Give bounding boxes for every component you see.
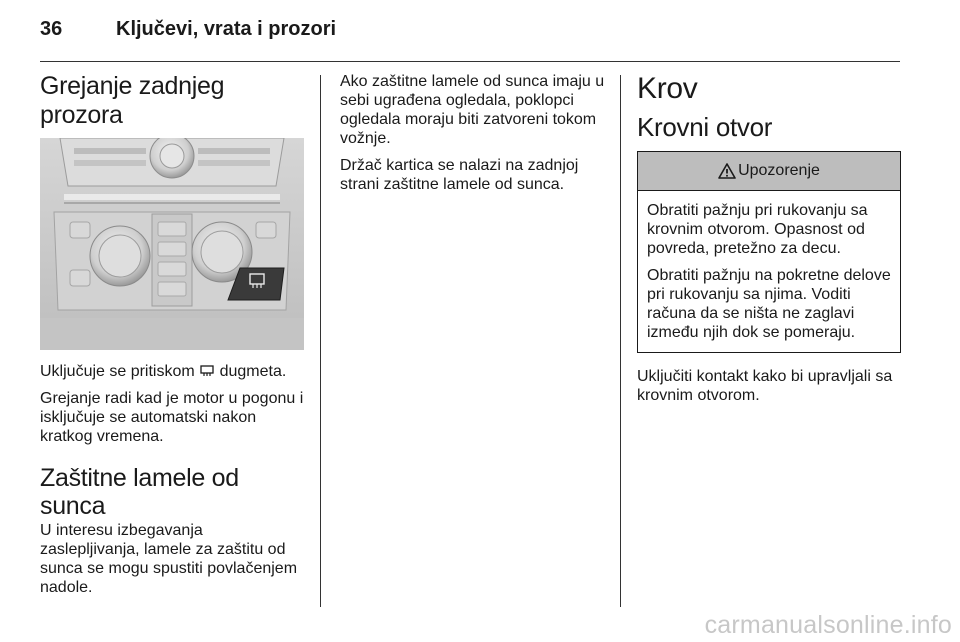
climate-panel-illustration xyxy=(40,138,304,350)
para-ignition: Uključiti kontakt kako bi upravljali sa krovnim otvorom. xyxy=(637,367,893,404)
page-number: 36 xyxy=(40,18,63,40)
heading-roof: Krov xyxy=(637,72,698,105)
column-3 xyxy=(637,72,901,413)
section-title: Ključevi, vrata i prozori xyxy=(116,18,337,40)
para-card-holder: Držač kartica se nalazi na zadnjoj strani zaštitne lamele od sunca. xyxy=(340,157,579,193)
column-1 xyxy=(40,72,304,605)
para-sun-visors: U interesu izbegavanja zaslepljivanja, lamele za zaštitu od sunca se mogu spustiti povlačenjem nadole. xyxy=(40,522,298,596)
column-divider-1 xyxy=(320,75,321,607)
page-header xyxy=(40,18,900,48)
para-heating-operation: Grejanje radi kad je motor u pogonu i isključuje se automatski nakon kratkog vremena. xyxy=(40,389,304,445)
header-rule xyxy=(40,61,900,62)
warning-para-1: Obratiti pažnju pri rukovanju sa krovnim otvorom. Opasnost od povreda, pretežno za decu. xyxy=(647,201,868,257)
warning-para-2: Obratiti pažnju na pokretne delove pri rukovanju sa njima. Voditi računa da se ništa ne zaglavi između njih dok se pomeraju. xyxy=(647,266,891,341)
column-divider-2 xyxy=(620,75,621,607)
rear-window-heater-icon xyxy=(199,365,215,377)
warning-body xyxy=(638,191,900,352)
warning-box xyxy=(637,151,901,353)
watermark: carmanualsonline.info xyxy=(704,611,952,639)
warning-title: Upozorenje xyxy=(738,161,820,179)
warning-header xyxy=(638,152,900,191)
heading-sunroof: Krovni otvor xyxy=(637,112,773,142)
column-2 xyxy=(340,72,606,202)
climate-control-photo xyxy=(40,138,304,350)
heading-sun-visors: Zaštitne lamele od sunca xyxy=(40,463,239,521)
heading-rear-window-heating: Grejanje zadnjeg prozora xyxy=(40,72,225,129)
para-button-usage: Uključuje se pritiskom dugmeta. xyxy=(40,362,287,380)
warning-triangle-icon xyxy=(718,163,736,179)
para-mirrors: Ako zaštitne lamele od sunca imaju u sebi ugrađena ogledala, poklopci ogledala moraju biti zatvoreni tokom vožnje. xyxy=(340,73,605,147)
